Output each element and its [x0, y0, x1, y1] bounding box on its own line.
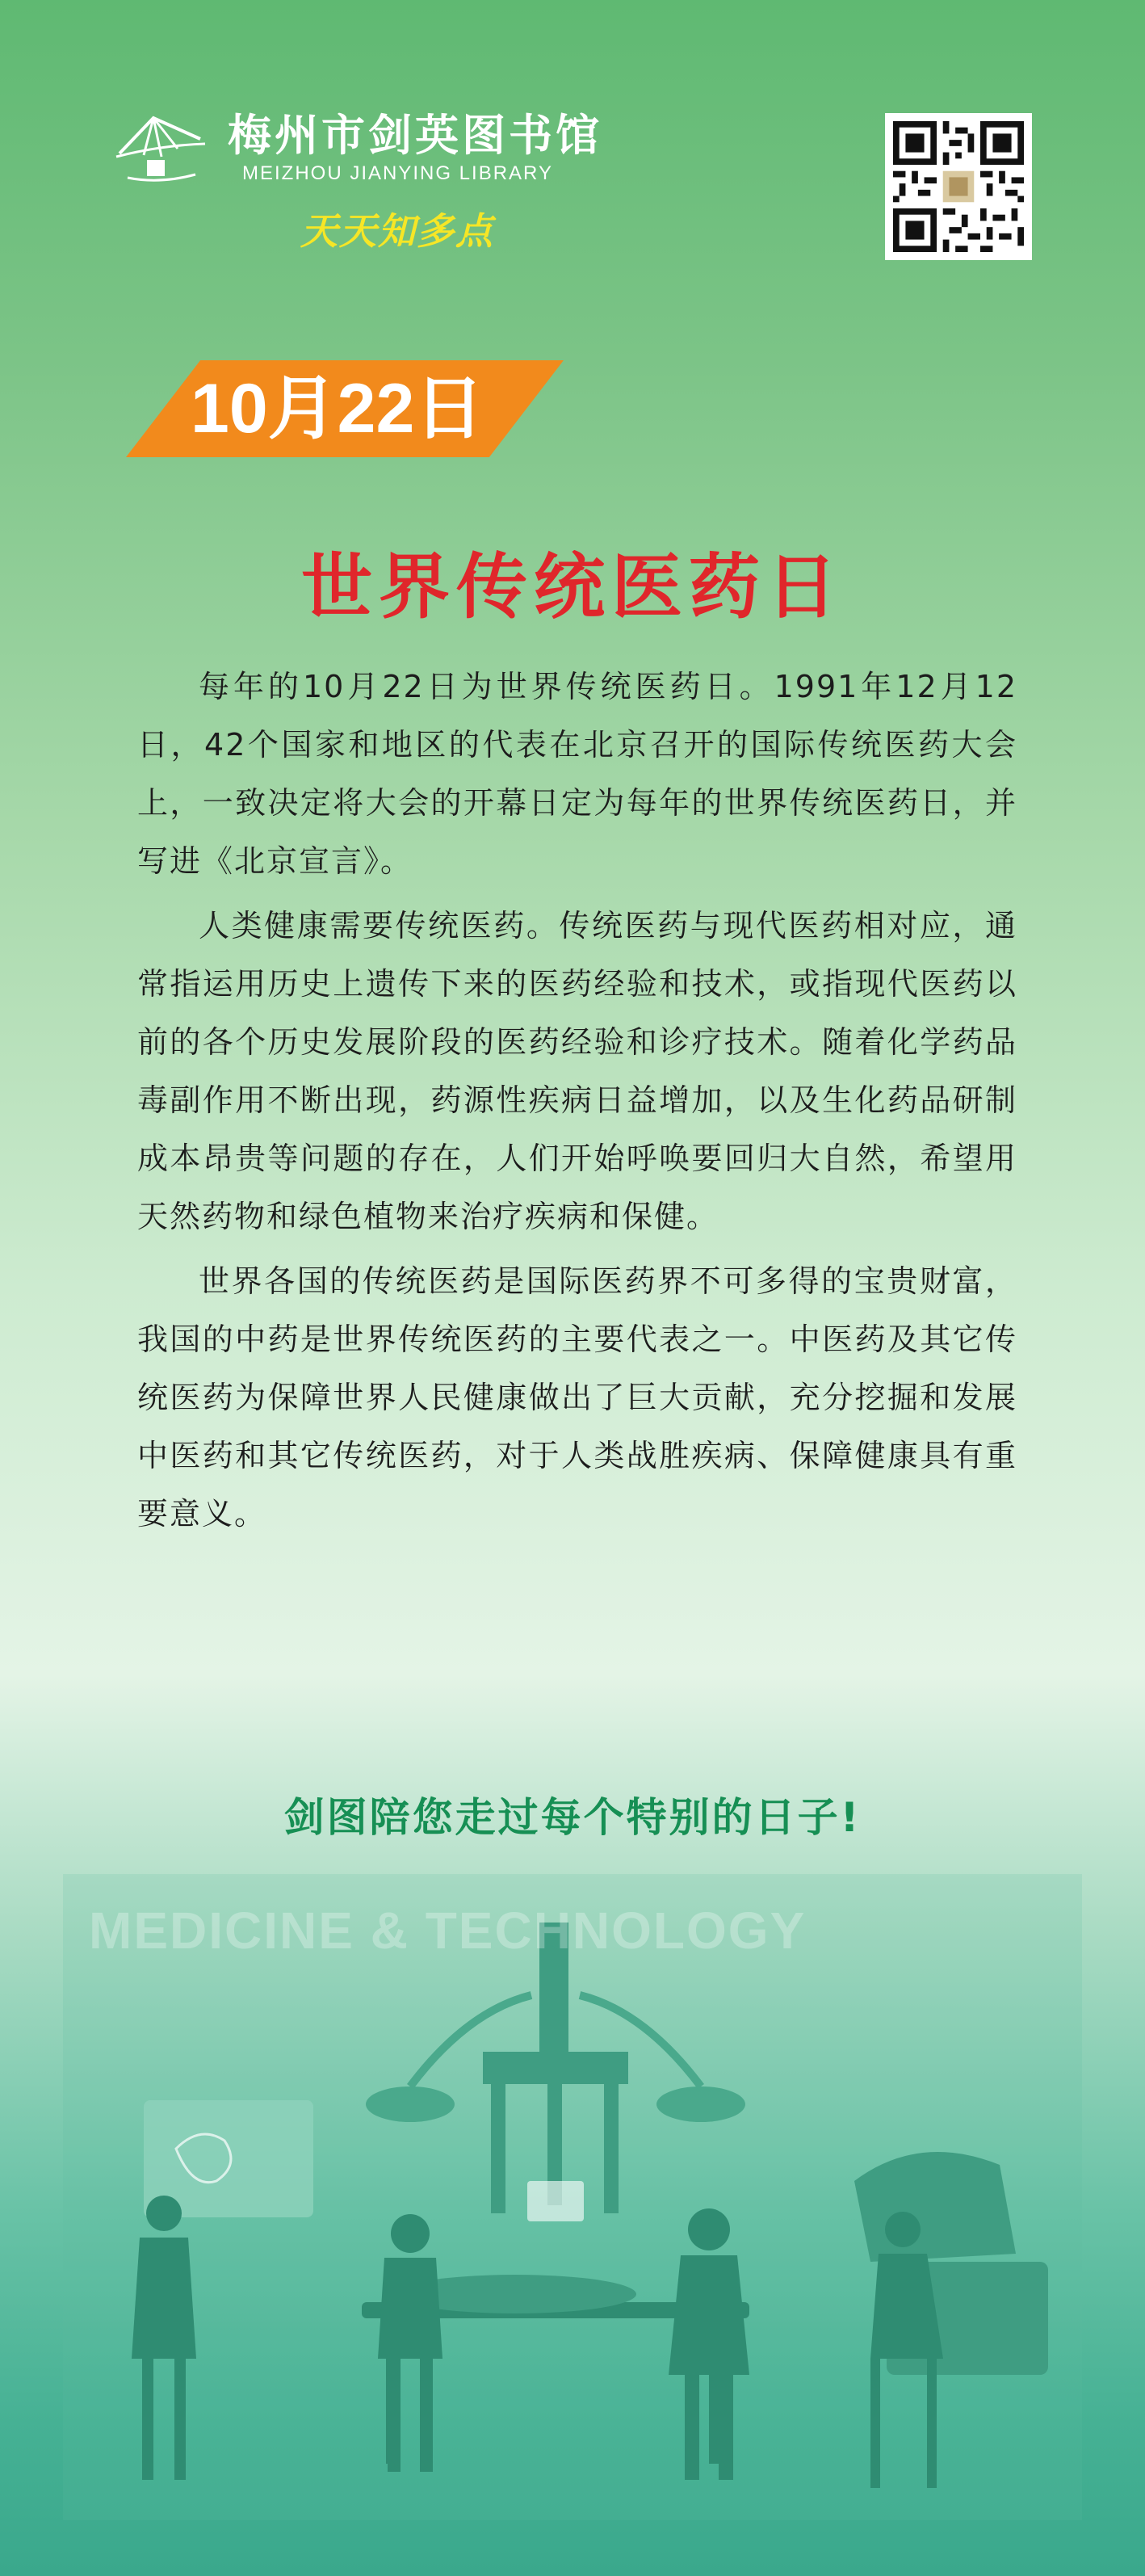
closing-slogan: 剑图陪您走过每个特别的日子! — [283, 1794, 862, 1841]
article-paragraph: 世界各国的传统医药是国际医药界不可多得的宝贵财富，我国的中药是世界传统医药的主要代表之一。中医药及其它传统医药为保障世界人民健康做出了巨大贡献，充分挖掘和发展中医药和其它传统医药，对于人类战胜疾病、保障健康具有重要意义。 — [137, 1263, 1017, 1532]
article-body — [137, 658, 1017, 1549]
robotic-surgery-illustration — [63, 1874, 1082, 2520]
qr-code-icon — [885, 113, 1032, 260]
article-paragraph: 人类健康需要传统医药。传统医药与现代医药相对应，通常指运用历史上遗传下来的医药经验和技术，或指现代医药以前的各个历史发展阶段的医药经验和诊疗技术。随着化学药品毒副作用不断出现，药源性疾病日益增加，以及生化药品研制成本昂贵等问题的存在，人们开始呼唤要回归大自然，希望用天然药物和绿色植物来治疗疾病和保健。 — [137, 908, 1017, 1234]
library-name-cn: 梅州市剑英图书馆 — [228, 109, 602, 161]
library-name-en: MEIZHOU JIANYING LIBRARY — [242, 162, 553, 184]
daily-slogan: 天天知多点 — [300, 209, 494, 253]
illustration-watermark: MEDICINE & TECHNOLOGY — [89, 1902, 807, 1960]
date-tag: 10月22日 — [191, 370, 484, 448]
page-title: 世界传统医药日 — [300, 545, 844, 628]
library-logo-icon — [111, 107, 208, 187]
article-paragraph: 每年的10月22日为世界传统医药日。1991年12月12日，42个国家和地区的代表在北京召开的国际传统医药大会上，一致决定将大会的开幕日定为每年的世界传统医药日，并写进《北京宣言》。 — [137, 669, 1017, 879]
